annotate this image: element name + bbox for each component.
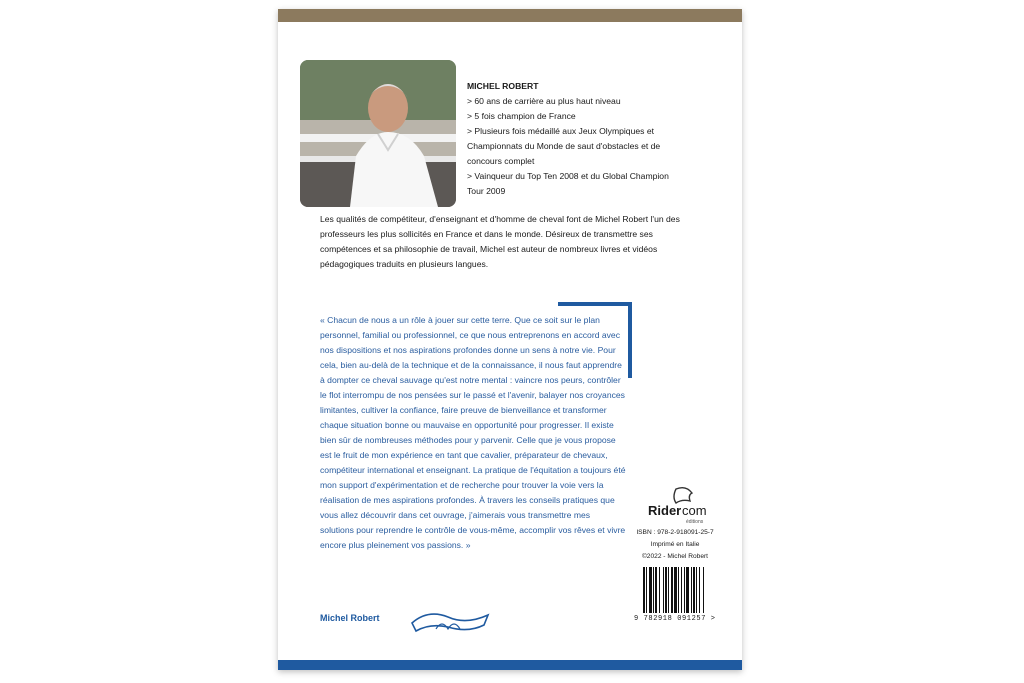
bio-item: > Vainqueur du Top Ten 2008 et du Global Champion Tour 2009 xyxy=(467,171,669,196)
publisher-info xyxy=(628,527,722,563)
svg-text:éditions: éditions xyxy=(686,519,704,525)
author-name: MICHEL ROBERT xyxy=(467,81,539,91)
barcode-number: 9 782918 091257 > xyxy=(634,615,716,623)
top-color-band xyxy=(278,9,742,22)
svg-text:com: com xyxy=(682,503,707,518)
book-back-cover xyxy=(278,9,742,670)
bio-item: > 60 ans de carrière au plus haut niveau xyxy=(467,96,621,106)
isbn-text: ISBN : 978-2-918091-25-7 xyxy=(636,529,714,536)
author-bio xyxy=(467,79,682,199)
ridercom-logo xyxy=(646,485,710,525)
signature-name: Michel Robert xyxy=(320,613,380,623)
author-photo xyxy=(300,60,456,207)
printed-in-text: Imprimé en Italie xyxy=(650,541,700,548)
svg-text:Rider: Rider xyxy=(648,503,682,518)
author-photo-illustration xyxy=(300,60,456,207)
signature-logo-icon xyxy=(408,605,492,637)
barcode-icon xyxy=(642,567,714,613)
copyright-text: ©2022 - Michel Robert xyxy=(641,553,709,560)
bio-item: > Plusieurs fois médaillé aux Jeux Olympiques et Championnats du Monde de saut d'obstacles et de concours complet xyxy=(467,126,661,166)
bio-item: > 5 fois champion de France xyxy=(467,111,576,121)
bottom-color-band xyxy=(278,660,742,670)
author-quote: « Chacun de nous a un rôle à jouer sur cette terre. Que ce soit sur le plan personnel, familial ou professionnel, ce que nous entreprenons en accord avec nos dispositions et nos aspirations profondes donne un sens à notre vie. Pour cela, bien au-delà de la technique et de la connaissance, il nous faut apprendre à dompter ce cheval sauvage qu'est notre mental : vaincre nos peurs, contrôler le flot interrompu de nos pensées sur le passé et l'avenir, balayer nos croyances limitantes, cultiver la confiance, faire preuve de bienveillance et transformer chaque situation bonne ou mauvaise en opportunité pour progresser. Il existe bien sûr de nombreuses méthodes pour y parvenir. Celle que je vous propose est le fruit de mon expérience en tant que cavalier, préparateur de chevaux, compétiteur international et enseignant. La pratique de l'équitation a toujours été mon support d'expérimentation et de recherche pour trouver la voie vers la réalisation de mes aspirations profondes. À travers les conseils pratiques que vous allez découvrir dans cet ouvrage, j'aimerais vous transmettre mes solutions pour reprendre le contrôle de vous-même, accomplir vos rêves et vivre encore plus pleinement vos passions. » xyxy=(320,315,626,550)
intro-paragraph: Les qualités de compétiteur, d'enseignant et d'homme de cheval font de Michel Robert l'un des professeurs les plus sollicités en France et dans le monde. Désireux de transmettre ses compétences et sa philosophie de travail, Michel est auteur de nombreux livres et vidéos pédagogiques traduits en plusieurs langues. xyxy=(320,214,680,269)
